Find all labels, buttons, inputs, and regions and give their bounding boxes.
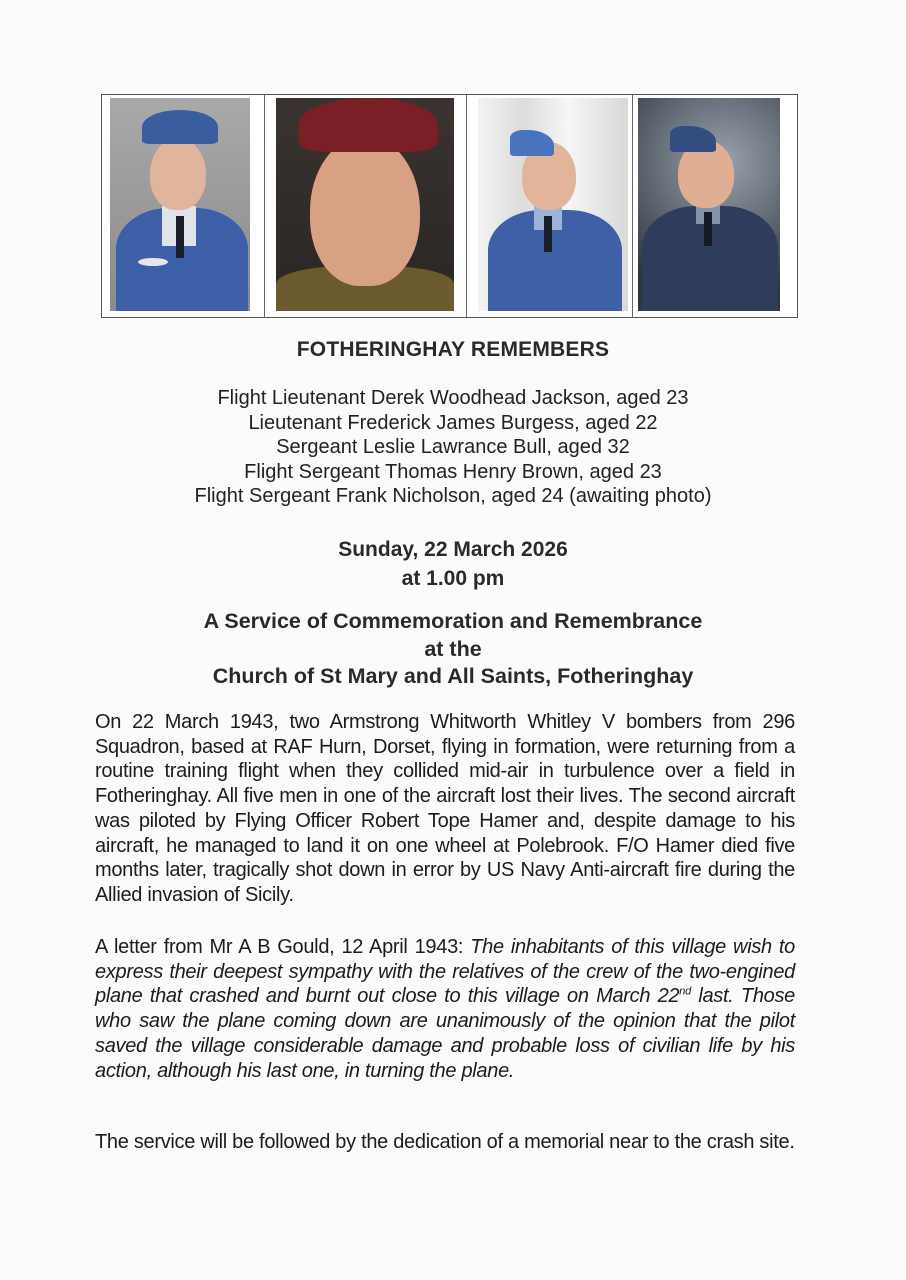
name-entry: Lieutenant Frederick James Burgess, aged 22 (248, 411, 658, 434)
portrait-photo-4 (638, 98, 780, 311)
event-time: at 1.00 pm (401, 567, 505, 590)
wings-badge-shape (138, 258, 168, 266)
side-cap-shape (670, 126, 716, 152)
closing-paragraph: The service will be followed by the dedication of a memorial near to the crash site. (95, 1131, 795, 1153)
names-list (0, 386, 906, 509)
service-line-3: Church of St Mary and All Saints, Fotheringhay (212, 664, 694, 688)
side-cap-shape (510, 130, 554, 156)
ordinal-suffix: nd (679, 985, 691, 998)
photo-divider (632, 95, 633, 317)
page-title: FOTHERINGHAY REMEMBERS (296, 338, 610, 361)
portrait-photo-2 (276, 98, 454, 311)
letter-quote-part-1: The inhabitants of this village wish to express their deepest sympathy with the relatives of the crew of the two-engined plane that crashed and burnt out close to this village on March 22 (95, 936, 795, 1008)
photo-divider (264, 95, 265, 317)
tie-shape (704, 212, 712, 246)
tie-shape (176, 216, 184, 258)
letter-paragraph (95, 935, 795, 1083)
name-entry: Flight Sergeant Frank Nicholson, aged 24 (awaiting photo) (194, 485, 712, 507)
service-heading (0, 608, 906, 691)
history-paragraph: On 22 March 1943, two Armstrong Whitworth Whitley V bombers from 296 Squadron, based at RAF Hurn, Dorset, flying in formation, were returning from a routine training flight when they collided mid-air in turbulence over a field in Fotheringhay. All five men in one of the aircraft lost their lives. The second aircraft was piloted by Flying Officer Robert Tope Hamer and, despite damage to his aircraft, he managed to land it on one wheel at Polebrook. F/O Hamer died five months later, tragically shot down in error by US Navy Anti-aircraft fire during the Allied invasion of Sicily. (95, 711, 795, 906)
event-date: Sunday, 22 March 2026 (338, 538, 568, 561)
name-entry: Flight Sergeant Thomas Henry Brown, aged 23 (244, 460, 662, 483)
photo-divider (466, 95, 467, 317)
portrait-photo-1 (110, 98, 250, 311)
service-line-1: A Service of Commemoration and Remembrance (203, 609, 703, 633)
beret-shape (298, 98, 438, 152)
peaked-cap-shape (142, 110, 218, 144)
tie-shape (544, 216, 552, 252)
letter-quote-part-2: last. Those who saw the plane coming down are unanimously of the opinion that the pilot saved the village considerable damage and probable loss of civilian life by his action, although his last one, in turning the plane. (95, 985, 796, 1082)
event-datetime (0, 535, 906, 593)
portrait-strip (101, 94, 798, 318)
portrait-photo-3 (478, 98, 628, 311)
service-line-2: at the (424, 636, 482, 661)
name-entry: Sergeant Leslie Lawrance Bull, aged 32 (276, 436, 630, 458)
face-shape (310, 136, 420, 286)
letter-intro: A letter from Mr A B Gould, 12 April 1943: (95, 936, 471, 958)
name-entry: Flight Lieutenant Derek Woodhead Jackson, aged 23 (217, 387, 689, 409)
face-shape (150, 138, 206, 210)
